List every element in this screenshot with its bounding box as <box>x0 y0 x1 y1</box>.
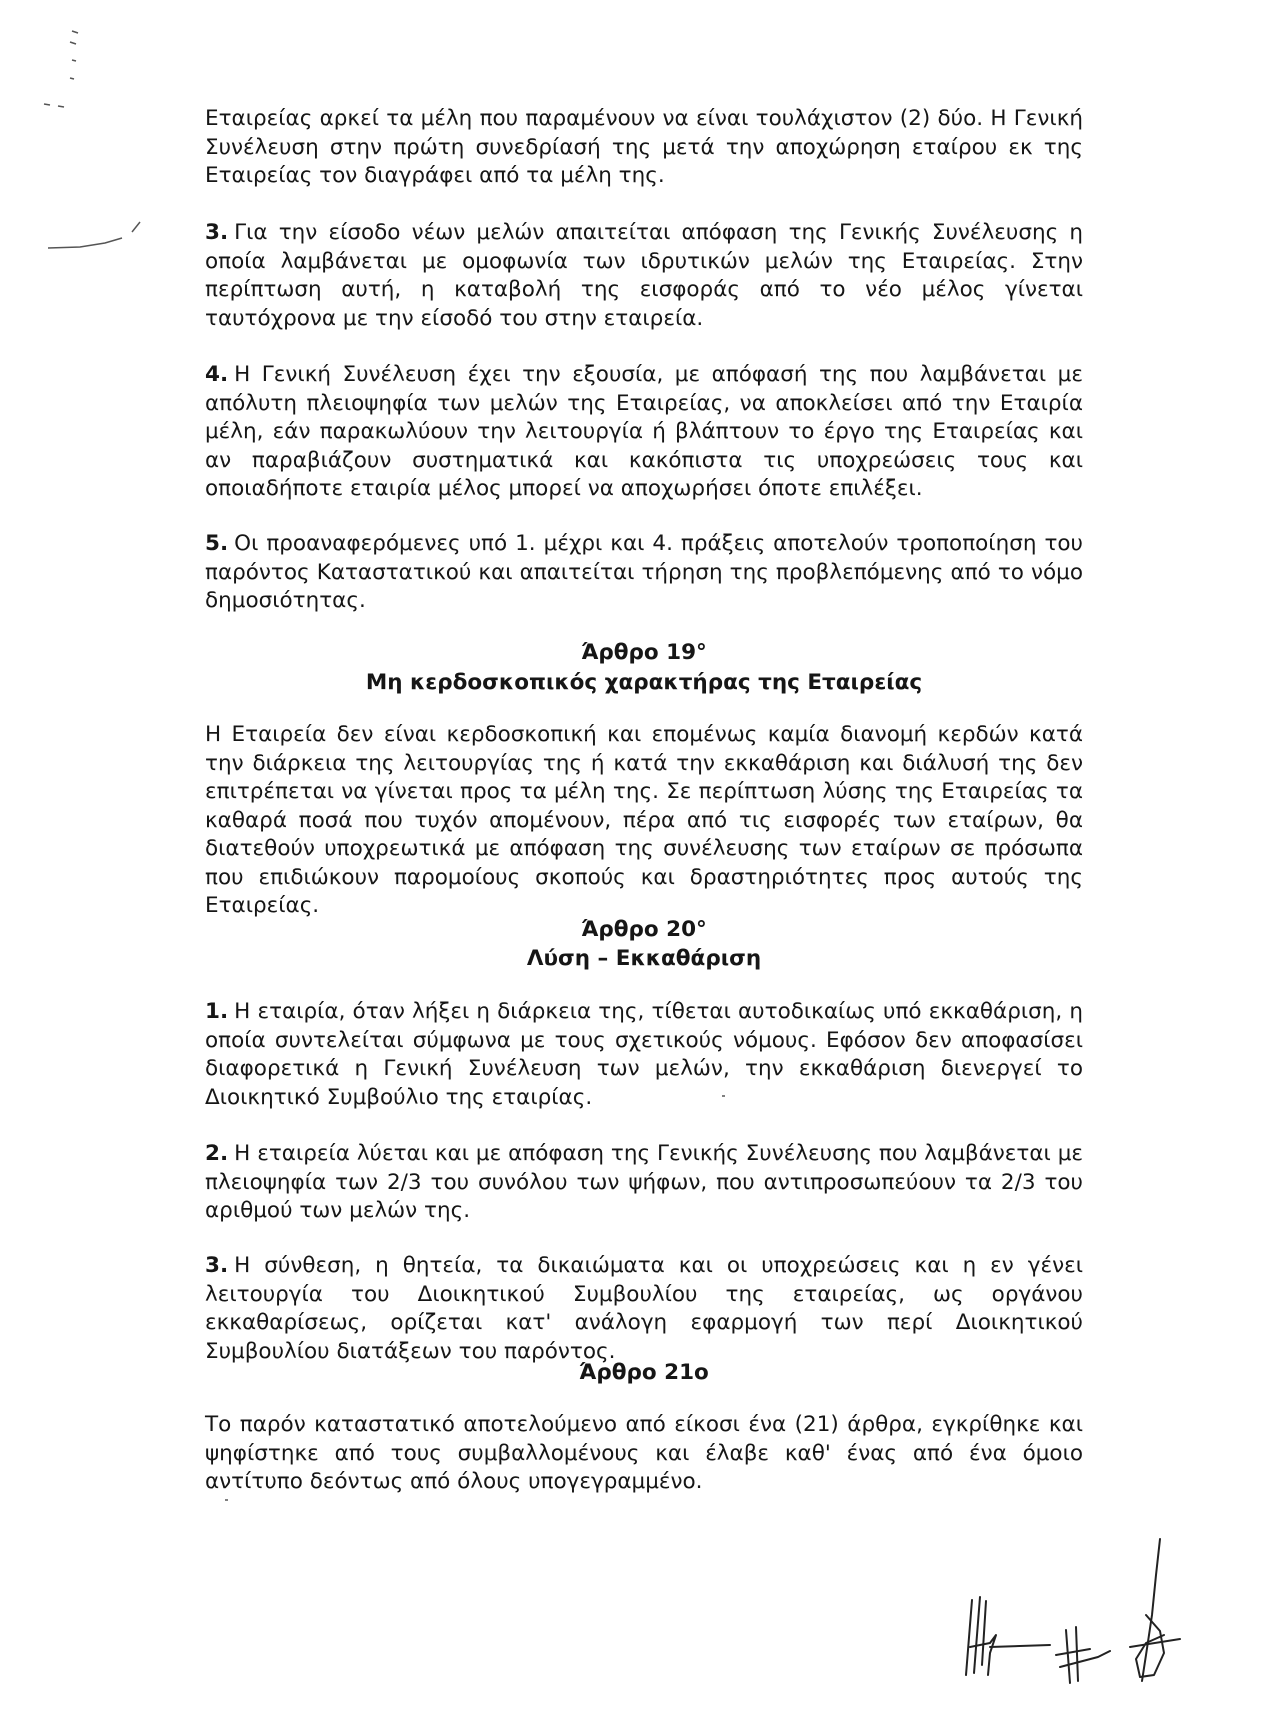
paragraph-4-exclusion <box>205 361 1083 504</box>
article-19-title: Άρθρο 19° <box>581 640 707 665</box>
paragraph-5-amendment <box>205 530 1083 616</box>
paragraph-number: 2. <box>205 1141 229 1166</box>
paragraph-number: 4. <box>205 362 229 387</box>
paragraph-membership-continued <box>205 105 1083 191</box>
paragraph-number: 5. <box>205 531 229 556</box>
signature-2 <box>1056 1627 1110 1683</box>
article-19-subtitle: Μη κερδοσκοπικός χαρακτήρας της Εταιρείας <box>365 670 923 695</box>
article-21-text <box>205 1411 1083 1497</box>
signature-3 <box>1130 1539 1180 1681</box>
article-20-title: Άρθρο 20° <box>581 917 707 942</box>
paragraph-text: Εταιρείας αρκεί τα μέλη που παραμένουν να είναι τουλάχιστον (2) δύο. Η Γενική Συνέλευση στην πρώτη συνεδρίασή της μετά την αποχώρηση εταίρου εκ της Εταιρείας τον διαγράφει από τα μέλη της. <box>205 106 1083 188</box>
paragraph-number: 3. <box>205 220 229 245</box>
paragraph-text: Οι προαναφερόμενες υπό 1. μέχρι και 4. πράξεις αποτελούν τροποποίηση του παρόντος Καταστατικού και απαιτείται τήρηση της προβλεπόμενης από το νόμο δημοσιότητας. <box>205 531 1083 613</box>
paragraph-text: Για την είσοδο νέων μελών απαιτείται απόφαση της Γενικής Συνέλευσης η οποία λαμβάνεται με ομοφωνία των ιδρυτικών μελών της Εταιρείας. Στην περίπτωση αυτή, η καταβολή της εισφοράς από το νέο μέλος γίνεται ταυτόχρονα με την είσοδό του στην εταιρεία. <box>205 220 1083 331</box>
paragraph-text: Το παρόν καταστατικό αποτελούμενο από είκοσι ένα (21) άρθρα, εγκρίθηκε και ψηφίστηκε από τους συμβαλλομένους και έλαβε καθ' ένας από ένα όμοιο αντίτυπο δεόντως από όλους υπογεγραμμένο. <box>205 1412 1083 1494</box>
paragraph-3-new-members <box>205 219 1083 333</box>
paragraph-text: Η σύνθεση, η θητεία, τα δικαιώματα και οι υποχρεώσεις και η εν γένει λειτουργία του Διοικητικού Συμβουλίου της εταιρείας, ως οργάνου εκκαθαρίσεως, ορίζεται κατ' ανάλογη εφαρμογή των περί Διοικητικού Συμβουλίου διατάξεων του παρόντος. <box>205 1253 1083 1364</box>
paragraph-number: 3. <box>205 1253 229 1278</box>
handwritten-signatures <box>960 1535 1200 1685</box>
article-20-paragraph-2 <box>205 1140 1083 1226</box>
article-20-paragraph-3 <box>205 1252 1083 1366</box>
paragraph-number: 1. <box>205 999 229 1024</box>
paragraph-text: Η εταιρεία λύεται και με απόφαση της Γενικής Συνέλευσης που λαμβάνεται με πλειοψηφία των 2/3 του συνόλου των ψήφων, που αντιπροσωπεύουν τα 2/3 του αριθμού των μελών της. <box>205 1141 1083 1223</box>
article-21-title: Άρθρο 21ο <box>579 1360 709 1385</box>
paragraph-text: Η εταιρία, όταν λήξει η διάρκεια της, τίθεται αυτοδικαίως υπό εκκαθάριση, η οποία συντελείται σύμφωνα με τους σχετικούς νόμους. Εφόσον δεν αποφασίσει διαφορετικά η Γενική Συνέλευση των μελών, την εκκαθάριση διενεργεί το Διοικητικό Συμβούλιο της εταιρίας. <box>205 999 1083 1110</box>
paragraph-text: Η Γενική Συνέλευση έχει την εξουσία, με απόφασή της που λαμβάνεται με απόλυτη πλειοψηφία των μελών της Εταιρείας, να αποκλείσει από την Εταιρία μέλη, εάν παρακωλύουν την λειτουργία ή βλάπτουν το έργο της Εταιρείας και αν παραβιάζουν συστηματικά και κακόπιστα τις υποχρεώσεις τους και οποιαδήποτε εταιρία μέλος μπορεί να αποχωρήσει όποτε επιλέξει. <box>205 362 1083 501</box>
paragraph-text: Η Εταιρεία δεν είναι κερδοσκοπική και επομένως καμία διανομή κερδών κατά την διάρκεια της λειτουργίας της ή κατά την εκκαθάριση και διάλυσή της δεν επιτρέπεται να γίνεται προς τα μέλη της. Σε περίπτωση λύσης της Εταιρείας τα καθαρά ποσά που τυχόν απομένουν, πέρα από τις εισφορές των εταίρων, θα διατεθούν υποχρεωτικά με απόφαση της συνέλευσης των εταίρων σε πρόσωπα που επιδιώκουν παρομοίους σκοπούς και δραστηριότητες προς αυτούς της Εταιρείας. <box>205 722 1083 918</box>
article-20-subtitle: Λύση – Εκκαθάριση <box>526 946 762 971</box>
article-19-text <box>205 721 1083 921</box>
signature-1 <box>966 1597 1050 1675</box>
article-20-paragraph-1 <box>205 998 1083 1112</box>
